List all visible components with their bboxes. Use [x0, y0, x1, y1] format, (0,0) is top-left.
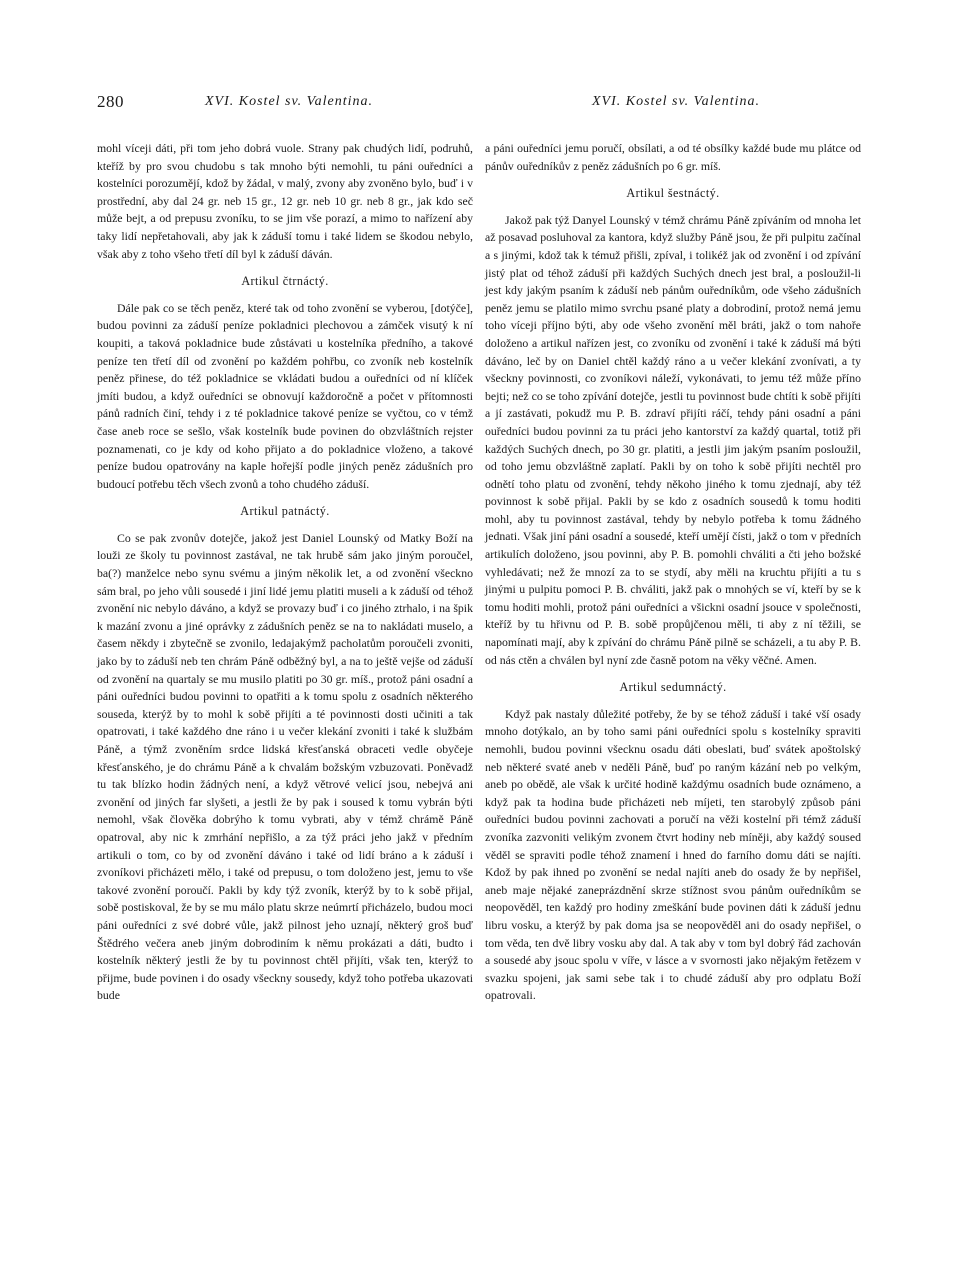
paragraph: Když pak nastaly důležité potřeby, že by se téhož záduší i také vší osady mnoho dotýkalo, an by toho sami páni ouředníci spolu s kostelníky spraviti nemohli, budou povinni všecknu osadu dáti obeslati, buď svátek apoštolský neb některé svaté aneb v neděli Páně, buď po raným kázání neb po velkým, aneb po obědě, ale však k určité hodině každýmu osadních bude oznámeno, a když pak ta hodina bude přicházeti neb míjeti, ten starobylý způsob páni ouředníci budou povinni zachovati a poručí na věži kostelní při témž záduší zvoníka zazvoniti velikým zvonem čtvrt hodiny neb míněji, aby každý soused věděl se spraviti podle téhož znamení i hned do farního domu dáti se najíti. Kdož by pak ihned po zvonění se nedal najíti aneb do osady že by nepřišel, aneb maje nějaké zaneprázdnění skrze stížnost svou pánům ouředníkům se neopověděl, ten každý pro hodiny zmeškání bude povinen dáti k záduší jednu libru vosku, a kterýž by pak doma jsa se neopověděl ani do osady nepřišel, o tom věda, ten dvě libry vosku aby dal. A tak aby v tom byl dobrý řád zachován a sousedé aby jsouc spolu v víře, v lásce a v svornosti jako nějakým řetězem v svazku spojeni, jak sami sebe tak i to chudé záduší aby pro odplatu Boží opatrovali.	[485, 706, 861, 1003]
right-column	[485, 140, 861, 1005]
paragraph: a páni ouředníci jemu poručí, obsílati, a od té obsílky každé bude mu plátce od pánův ouředníkův z peněz zádušních po 6 gr. míš.	[485, 141, 861, 173]
section-heading: Artikul čtrnáctý.	[241, 274, 329, 289]
left-column	[97, 140, 473, 1005]
paragraph: mohl víceji dáti, při tom jeho dobrá vuole. Strany pak chudých lidí, podruhů, kteříž by pro svou chudobu s tak mnoho býti nemohli, tu páni ouředníci a kostelníci porozumějí, kdož by žádal, v malý, zvony aby zvoněno bylo, buď i v prostřední, aby dal 24 gr. neb 15 gr., 12 gr. neb 10 gr. neb 8 gr., jak kdo seč může bejt, a od prepusu zvoníku, to se jim vše porazí, a mimo to nařízení aby taky lidí nepřetahovali, aby jak k záduší tomu i také lidem se škodou nebylo, však aby z toho všeho třetí díl byl k záduší dáván.	[97, 141, 473, 261]
running-head-left: XVI. Kostel sv. Valentina.	[205, 94, 374, 109]
paragraph: Co se pak zvonův dotejče, jakož jest Daniel Lounský od Matky Boží na louži ze školy tu povinnost zastával, ne tak hrubě sám jako jiným poroučel, ba(?) manželce nebo synu svému a jiným několik let, a od zvonění všeckno sám bral, po jeho vůli sousedé i jiní lidé jemu platiti museli a k záduší od téhož zvonění nic nebylo dáváno, a když se provazy buď i co jiného ztrhalo, i na špik k mazání zvonu a jiné oprávky z zádušních peněz se na to nakládati muselo, a časem někdy i zbytečně se zvonilo, ledajakýmž pacholatům poroučeli zvoniti, jako by to záduší neb ten chrám Páně odběžný byl, a na to ještě vejše od záduší od zvonění na quartaly se mu musilo platiti po 30 gr. míš., protož páni osadní a páni ouředníci budou povinni to opatřiti a k tomu spolu z osadních některého souseda, kterýž by to mohl k sobě přijíti a té povinnosti dosti učiniti a tak opatrovati, i také každého dne ráno i u večer klekání zvoniti i také k službám Páně, a týmž zvoněním srdce lidská křesťanská obraceti vedle obyčeje křesťanského, je do chrámu Páně a k chvalám božským vzbuzovati. Poněvadž tu tak blízko hodin žádných není, a když větrové velicí jsou, nebejvá ani zvonění od jiných far slyšeti, a jestli že by pak i soused k tomu vybrán býti nemohl, však člověka dobrýho k tomu vybrati, aby v témž chrámě Páně opatroval, aby nic k zmrhání nepřišlo, a za týž práci jeho jakž v předním artikuli o tom, co by od zvonění dáváno i také od lidí bráno a k záduší i zvoníkovi přicházeti mělo, i také od prepusu, o tom doloženo jest, jemu to vše takové zvonění poroučí. Pakli by kdy týž zvoník, kterýž by to k sobě přijal, sobě postiskoval, že by se mu málo platu skrze neúmrtí přicházelo, budou moci páni ouředníci z své dobré vůle, jakž pilnost jeho uznají, některý groš buď Štědrého večera aneb jiným dobrodiním k němu prokázati a dáti, budto i kostelník některý jestli že by tu povinnost chtěl přijíti, však ten, kterýž to přijme, bude povinen i do osady všeckny sousedy, když toho potřeba ukazovati bude	[97, 530, 473, 1003]
section-heading: Artikul šestnáctý.	[626, 186, 720, 201]
running-head-right: XVI. Kostel sv. Valentina.	[592, 94, 761, 109]
paragraph: Jakož pak týž Danyel Lounský v témž chrámu Páně zpíváním od mnoha let až posavad posluhoval za kantora, když služby Páně jsou, že při pulpitu začínal a s jinými, kdož tak k témuž přišli, zpíval, i tolikéž jak od zvonění i od zpívání jistý plat od téhož záduší při každých Suchých dnech jest bral, a posloužil-li jest kdy jakým psaním k záduší neb pánům ouředníkům, ode všeho zádušních peněz jemu se platilo mimo svrchu psané platy a dobrodiní, protož nemá jemu toho víceji příjno býti, aby ode všeho zvonění měl bráti, jakž o tom nahoře doloženo a artikul nařízen jest, co zvoníku od zvonění i také k záduší má býti dáváno, leč by on Daniel chtěl každý ráno a u večer klekání zvonívati, a ty všeckny povinnosti, co zvoníkovi náleží, vykonávati, to jemu též může příno bejti; než co se toho zpívání dotejče, jestli tu povinnost bude chtíti k sobě přijíti a jí zastávati, pokudž mu P. B. zdraví přijíti ráčí, tehdy páni osadní a páni ouředníci budou povinni za tu práci jeho kantorství za každý quartal, totiž při každých Suchých dnech, po 30 gr. platiti, a jestli jim jakým psaním posloužil, od toho jemu obzvláštně zaplatí. Pakli by on toho k sobě přijíti nechtěl pro odnětí toho platu od zvonění, tehdy někoho jiného k tomu zjednají, aby též povinnost k sobě přijal. Pakli by se kdo z osadních sousedů k tomu hoditi mohl, aby tu povinnost zastával, tehdy by nebylo potřeba k tomu žádného jednati. Však jiní páni osadní a sousedé, kteří umějí čísti, jakž o tom v předních artikulích doloženo, jsou povinni, aby P. B. pomohli chváliti a čti jeho božské vyhledávati; než že mnozí za to se stydí, aby měli na kruchtu přijíti a tu s jinými u pulpitu pomoci P. B. chváliti, jakž pak o mnohých se ví, kteří by se k tomu hoditi mohli, protož páni ouředníci a všickni osadní jsouce v společnosti, kteříž by tu hřivnu od P. B. sobě propůjčenou měli, ti aby z ní těžili, se napomínati mají, aby k zpívání do chrámu Páně pilně se scházeli, a tu aby P. B. od nás ctěn a chválen byl nyní zde časně potom na věky věčné. Amen.	[485, 212, 861, 667]
paragraph: Dále pak co se těch peněz, které tak od toho zvonění se vyberou, [dotýče], budou povinni za záduší peníze pokladnici plechovou a zámček visutý k ní koupiti, a taková pokladnice bude zůstávati u kostelníka předního, a takové peníze ten třetí díl od zvonění po každém pohřbu, co zvoník neb kostelník peněz přinese, do též pokladnice se vkládati budou a ouředníci od ní klíček jmíti budou, a když ouředníci se obnovují každoročně a počet v přítomnosti pánů radních činí, tehdy i z té pokladnice takové peníze se vyčtou, co v témž čase aneb roce se sešlo, však kostelník bude povinen do obzvláštních rejster poznamenati, co je kdy od koho přijato a do pokladnice vloženo, a takové peníze budou opatrovány na kaple hořejší podle jiných peněz zádušních pro budoucí potřebu těch všech zvonů a toho chudého záduší.	[97, 300, 473, 491]
section-heading: Artikul sedumnáctý.	[619, 680, 727, 695]
section-heading: Artikul patnáctý.	[240, 504, 330, 519]
page-number: 280	[97, 92, 124, 111]
